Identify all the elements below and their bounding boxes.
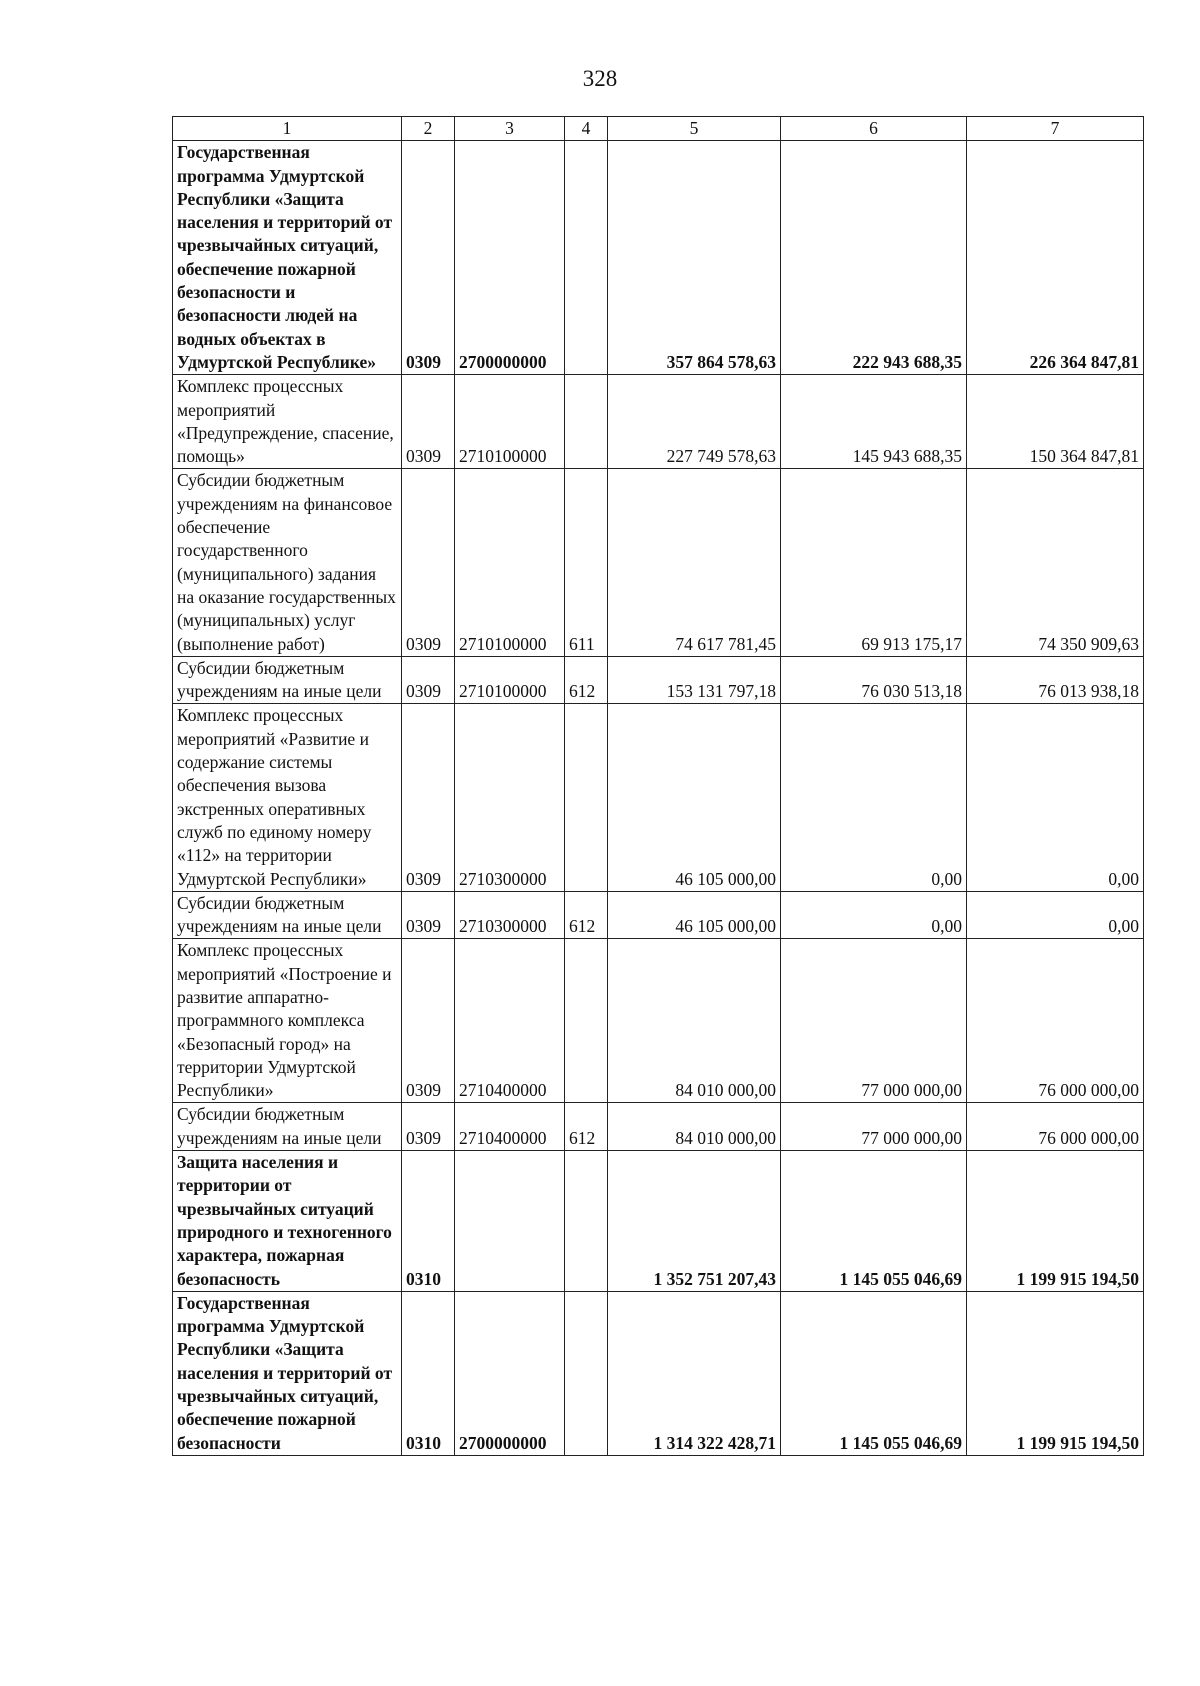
row-name: Комплекс процессных мероприятий «Развитие и содержание системы обеспечения вызова экстренных оперативных служб по единому номеру «112» на территории Удмуртской Республики» [173, 704, 402, 891]
amount-col-7: 0,00 [967, 891, 1144, 939]
amount-col-7: 76 000 000,00 [967, 1103, 1144, 1151]
table-row [173, 1151, 1144, 1292]
amount-col-5: 84 010 000,00 [608, 939, 781, 1103]
amount-col-7: 1 199 915 194,50 [967, 1291, 1144, 1455]
row-name: Субсидии бюджетным учреждениям на иные цели [173, 891, 402, 939]
expense-type-code [565, 1151, 608, 1292]
section-code: 0309 [402, 891, 455, 939]
expense-type-code [565, 1291, 608, 1455]
target-article-code: 2710100000 [455, 469, 565, 656]
page-number: 328 [582, 66, 618, 91]
header-row [173, 117, 1144, 141]
amount-col-6: 222 943 688,35 [781, 141, 967, 375]
expense-type-code: 611 [565, 469, 608, 656]
budget-table [172, 116, 1144, 1456]
amount-col-7: 226 364 847,81 [967, 141, 1144, 375]
section-code: 0309 [402, 704, 455, 891]
amount-col-6: 76 030 513,18 [781, 656, 967, 704]
amount-col-7: 1 199 915 194,50 [967, 1151, 1144, 1292]
expense-type-code [565, 939, 608, 1103]
section-code: 0309 [402, 141, 455, 375]
table-row [173, 141, 1144, 375]
amount-col-6: 77 000 000,00 [781, 1103, 967, 1151]
target-article-code: 2710300000 [455, 704, 565, 891]
expense-type-code [565, 141, 608, 375]
target-article-code: 2710100000 [455, 375, 565, 469]
column-header-1: 1 [173, 117, 402, 141]
column-header-4: 4 [565, 117, 608, 141]
table-row [173, 891, 1144, 939]
amount-col-5: 153 131 797,18 [608, 656, 781, 704]
target-article-code [455, 1151, 565, 1292]
amount-col-5: 84 010 000,00 [608, 1103, 781, 1151]
amount-col-6: 1 145 055 046,69 [781, 1151, 967, 1292]
amount-col-7: 76 013 938,18 [967, 656, 1144, 704]
target-article-code: 2710100000 [455, 656, 565, 704]
section-code: 0310 [402, 1291, 455, 1455]
section-code: 0309 [402, 656, 455, 704]
expense-type-code [565, 375, 608, 469]
section-code: 0309 [402, 1103, 455, 1151]
amount-col-6: 0,00 [781, 704, 967, 891]
expense-type-code: 612 [565, 656, 608, 704]
table-row [173, 939, 1144, 1103]
target-article-code: 2710400000 [455, 939, 565, 1103]
column-header-6: 6 [781, 117, 967, 141]
row-name: Комплекс процессных мероприятий «Построение и развитие аппаратно-программного комплекса «Безопасный город» на территории Удмуртской Республики» [173, 939, 402, 1103]
column-header-5: 5 [608, 117, 781, 141]
expense-type-code: 612 [565, 891, 608, 939]
amount-col-6: 0,00 [781, 891, 967, 939]
amount-col-5: 357 864 578,63 [608, 141, 781, 375]
amount-col-7: 150 364 847,81 [967, 375, 1144, 469]
table-row [173, 469, 1144, 656]
table-row [173, 375, 1144, 469]
column-header-7: 7 [967, 117, 1144, 141]
amount-col-6: 69 913 175,17 [781, 469, 967, 656]
section-code: 0310 [402, 1151, 455, 1292]
table-body [173, 141, 1144, 1456]
column-header-2: 2 [402, 117, 455, 141]
target-article-code: 2700000000 [455, 141, 565, 375]
row-name: Государственная программа Удмуртской Республики «Защита населения и территорий от чрезвычайных ситуаций, обеспечение пожарной безопасности [173, 1291, 402, 1455]
section-code: 0309 [402, 939, 455, 1103]
amount-col-5: 46 105 000,00 [608, 704, 781, 891]
amount-col-6: 145 943 688,35 [781, 375, 967, 469]
amount-col-5: 46 105 000,00 [608, 891, 781, 939]
target-article-code: 2710400000 [455, 1103, 565, 1151]
table-row [173, 1291, 1144, 1455]
table-row [173, 704, 1144, 891]
section-code: 0309 [402, 375, 455, 469]
expense-type-code: 612 [565, 1103, 608, 1151]
target-article-code: 2710300000 [455, 891, 565, 939]
amount-col-7: 74 350 909,63 [967, 469, 1144, 656]
section-code: 0309 [402, 469, 455, 656]
column-header-3: 3 [455, 117, 565, 141]
amount-col-5: 1 314 322 428,71 [608, 1291, 781, 1455]
amount-col-6: 1 145 055 046,69 [781, 1291, 967, 1455]
target-article-code: 2700000000 [455, 1291, 565, 1455]
expense-type-code [565, 704, 608, 891]
row-name: Государственная программа Удмуртской Республики «Защита населения и территорий от чрезвычайных ситуаций, обеспечение пожарной безопасности и безопасности людей на водных объектах в Удмуртской Республике» [173, 141, 402, 375]
table-row [173, 1103, 1144, 1151]
amount-col-6: 77 000 000,00 [781, 939, 967, 1103]
amount-col-5: 1 352 751 207,43 [608, 1151, 781, 1292]
row-name: Субсидии бюджетным учреждениям на финансовое обеспечение государственного (муниципального) задания на оказание государственных (муниципальных) услуг (выполнение работ) [173, 469, 402, 656]
amount-col-5: 74 617 781,45 [608, 469, 781, 656]
amount-col-7: 0,00 [967, 704, 1144, 891]
table-row [173, 656, 1144, 704]
row-name: Защита населения и территории от чрезвычайных ситуаций природного и техногенного характера, пожарная безопасность [173, 1151, 402, 1292]
row-name: Комплекс процессных мероприятий «Предупреждение, спасение, помощь» [173, 375, 402, 469]
amount-col-7: 76 000 000,00 [967, 939, 1144, 1103]
row-name: Субсидии бюджетным учреждениям на иные цели [173, 1103, 402, 1151]
amount-col-5: 227 749 578,63 [608, 375, 781, 469]
row-name: Субсидии бюджетным учреждениям на иные цели [173, 656, 402, 704]
